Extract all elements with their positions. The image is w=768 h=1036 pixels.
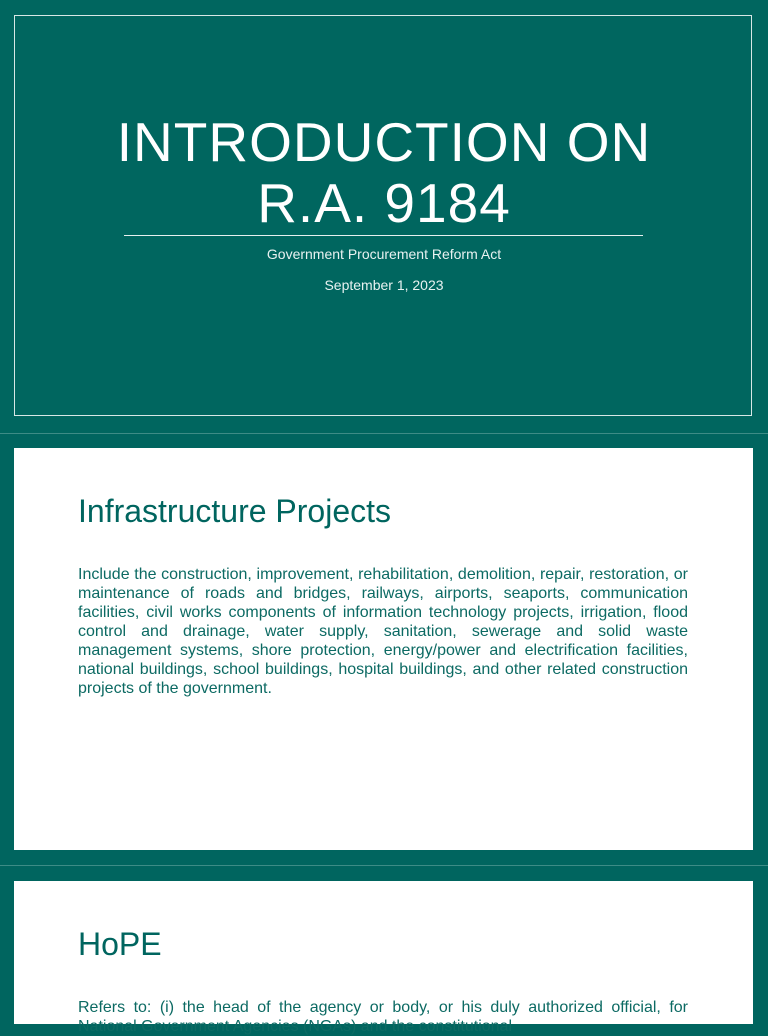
title-line-2: R.A. 9184 <box>257 172 511 234</box>
slide-infrastructure-projects <box>14 448 753 850</box>
title-slide <box>0 0 768 433</box>
slide-body-text: Include the construction, improvement, rehabilitation, demolition, repair, restoration, or maintenance of roads and bridges, railways, airports, seaports, communication facilities, civil works components of information technology projects, irrigation, flood control and drainage, water supply, sanitation, sewerage and solid waste management systems, shore protection, energy/power and electrification facilities, national buildings, school buildings, hospital buildings, and other related construction projects of the government. <box>78 566 688 697</box>
date-label: September 1, 2023 <box>324 277 444 293</box>
slide-separator <box>0 865 768 866</box>
page-title <box>0 112 768 234</box>
subtitle: Government Procurement Reform Act <box>266 246 502 262</box>
title-divider <box>124 235 643 236</box>
slide-heading: Infrastructure Projects <box>78 493 391 529</box>
slide-body-text: Refers to: (i) the head of the agency or body, or his duly authorized official, for National Government Agencies (NGAs) and the constitutional <box>78 999 688 1035</box>
slide-heading: HoPE <box>78 926 162 962</box>
slide-separator <box>0 433 768 434</box>
slide-hope <box>14 881 753 1035</box>
title-line-1: INTRODUCTION ON <box>116 111 652 173</box>
